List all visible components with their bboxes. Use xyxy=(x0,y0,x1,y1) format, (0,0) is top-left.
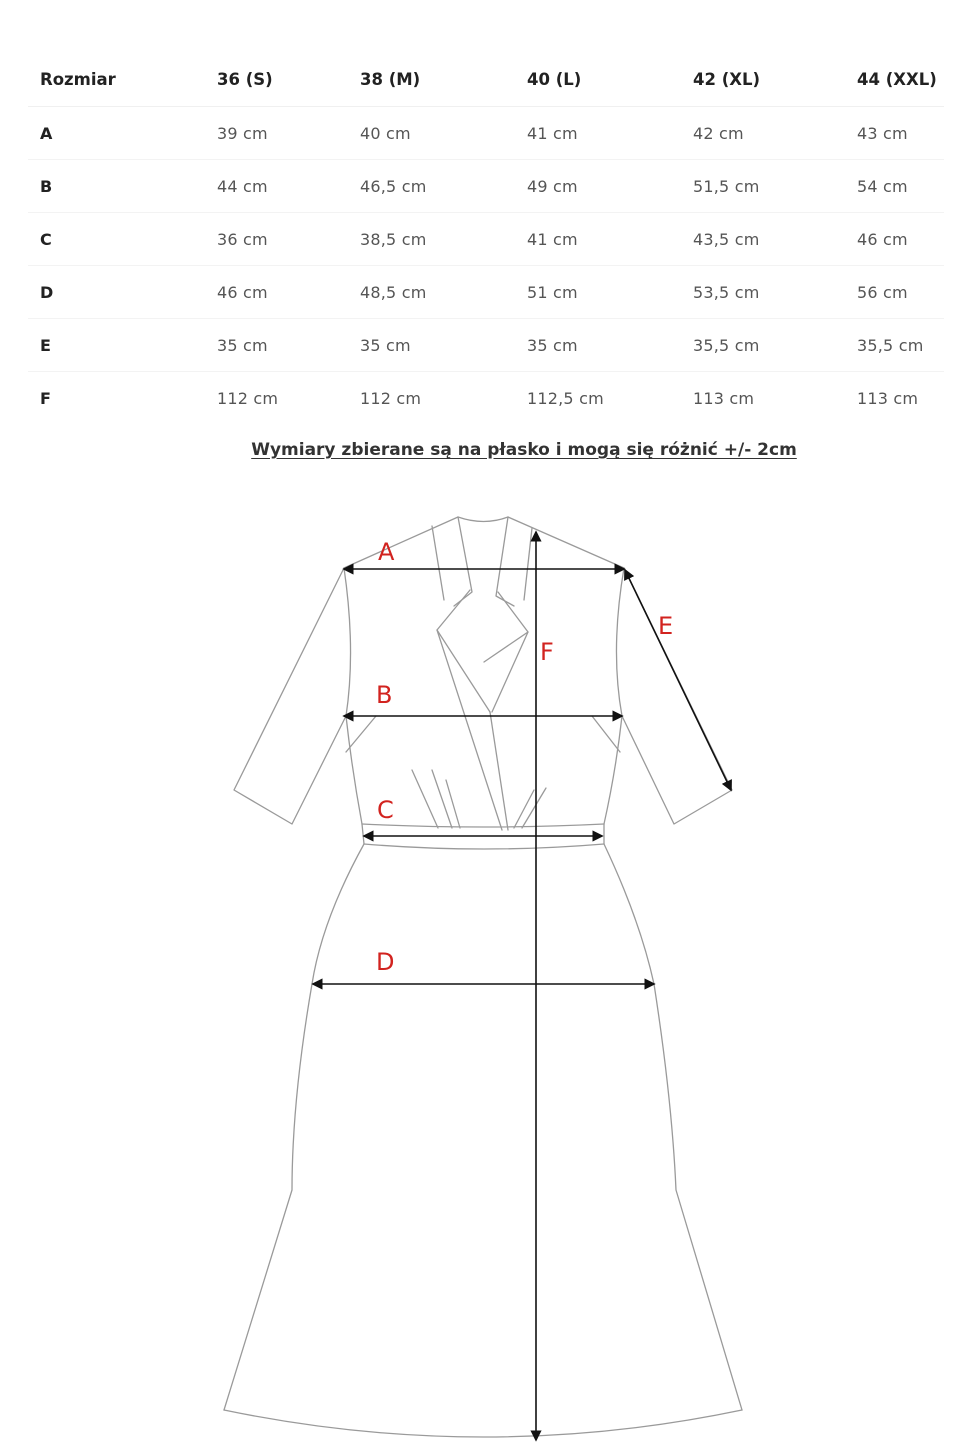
measurement-note: Wymiary zbierane są na płasko i mogą się różnić +/- 2cm xyxy=(251,440,797,460)
table-cell: 112,5 cm xyxy=(527,388,604,408)
table-cell: 46,5 cm xyxy=(348,160,515,213)
table-cell: 35 cm xyxy=(348,319,515,372)
table-cell: 54 cm xyxy=(845,160,944,213)
table-cell: 46 cm xyxy=(205,266,348,319)
table-cell: 35,5 cm xyxy=(845,319,944,372)
label-d: D xyxy=(376,948,395,976)
table-cell: 36 cm xyxy=(205,213,348,266)
table-cell: 112 cm xyxy=(360,388,422,408)
table-cell: 42 cm xyxy=(681,107,845,160)
table-cell: 46 cm xyxy=(845,213,944,266)
table-cell: 113 cm xyxy=(693,388,755,408)
table-cell: 39 cm xyxy=(205,107,348,160)
table-cell: 40 cm xyxy=(348,107,515,160)
table-cell: 49 cm xyxy=(515,160,681,213)
table-cell: 41 cm xyxy=(515,213,681,266)
row-label: B xyxy=(28,160,205,213)
label-c: C xyxy=(377,796,394,824)
header-42: 42 (XL) xyxy=(681,52,845,107)
label-e: E xyxy=(658,612,674,640)
row-label: A xyxy=(28,107,205,160)
table-cell: 51,5 cm xyxy=(681,160,845,213)
table-cell: 48,5 cm xyxy=(348,266,515,319)
header-40: 40 (L) xyxy=(515,52,681,107)
table-cell: 35 cm xyxy=(205,319,348,372)
row-label: F xyxy=(40,388,52,408)
label-b: B xyxy=(376,681,393,709)
header-size: Rozmiar xyxy=(28,52,205,107)
label-f: F xyxy=(540,638,554,666)
row-label: E xyxy=(28,319,205,372)
table-cell: 41 cm xyxy=(515,107,681,160)
row-label: C xyxy=(28,213,205,266)
header-38: 38 (M) xyxy=(348,52,515,107)
table-cell: 56 cm xyxy=(845,266,944,319)
header-44: 44 (XXL) xyxy=(845,52,944,107)
arrow-e xyxy=(625,570,731,790)
table-cell: 35 cm xyxy=(515,319,681,372)
table-cell: 53,5 cm xyxy=(681,266,845,319)
header-36: 36 (S) xyxy=(205,52,348,107)
dress-outline xyxy=(224,517,742,1437)
measurement-arrows xyxy=(313,532,731,1440)
table-cell: 35,5 cm xyxy=(681,319,845,372)
table-cell: 44 cm xyxy=(205,160,348,213)
table-cell: 112 cm xyxy=(217,388,279,408)
table-cell: 43 cm xyxy=(845,107,944,160)
table-cell: 43,5 cm xyxy=(681,213,845,266)
row-label: D xyxy=(28,266,205,319)
table-cell: 113 cm xyxy=(857,388,919,408)
label-a: A xyxy=(378,538,395,566)
table-cell: 38,5 cm xyxy=(348,213,515,266)
table-cell: 51 cm xyxy=(515,266,681,319)
